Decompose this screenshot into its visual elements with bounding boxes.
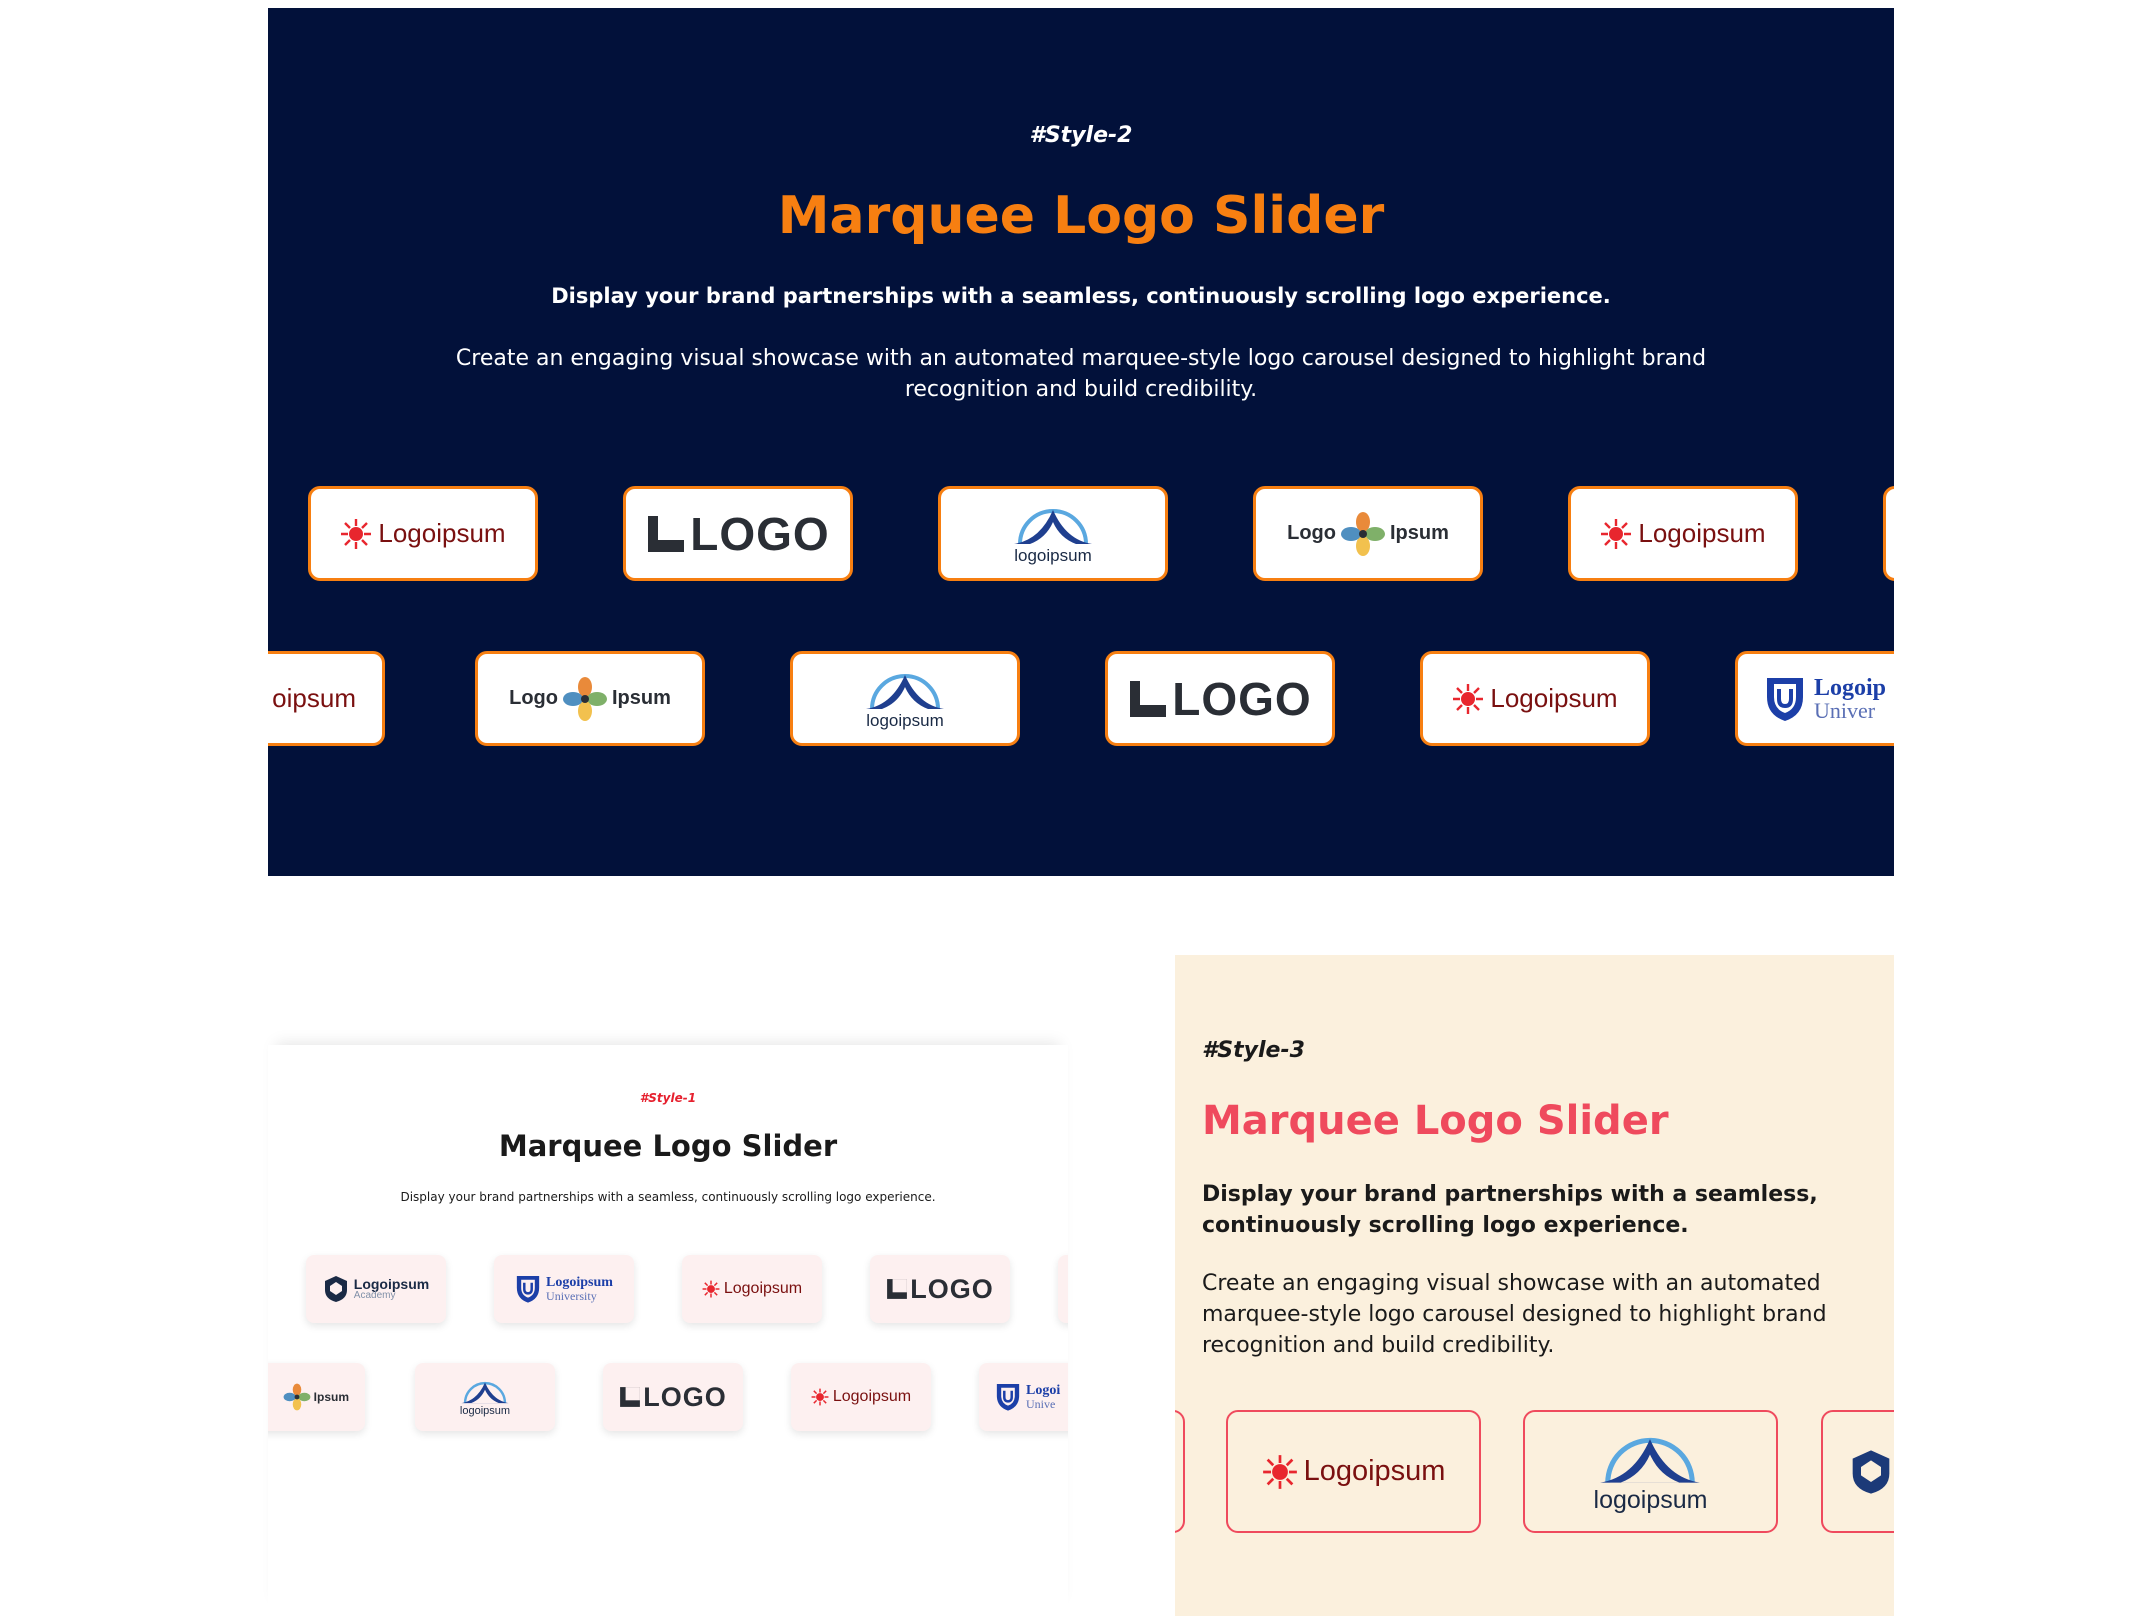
logo-text: Logoipsum bbox=[1638, 518, 1766, 548]
logo-text: Ipsum bbox=[1389, 522, 1449, 544]
sun-icon bbox=[1262, 1454, 1298, 1490]
logo-card[interactable] bbox=[623, 486, 853, 581]
section-title: Marquee Logo Slider bbox=[777, 186, 1385, 246]
logo-card[interactable] bbox=[1735, 651, 1894, 746]
wave-arch-icon bbox=[1010, 502, 1096, 546]
block-l-icon bbox=[619, 1386, 641, 1408]
section-description: Create an engaging visual showcase with an automated marquee-style logo carousel designed to highlight brand recognition and build credibility. bbox=[455, 346, 1707, 402]
wave-arch-icon bbox=[1595, 1428, 1705, 1486]
flower-icon bbox=[283, 1383, 311, 1411]
section-lead: Display your brand partnerships with a seamless, continuously scrolling logo experience. bbox=[1202, 1182, 1818, 1238]
logo-text: LOGO bbox=[910, 1273, 994, 1304]
logo-text: Ipsum bbox=[611, 687, 671, 709]
section-lead: Display your brand partnerships with a seamless, continuously scrolling logo experience. bbox=[400, 1190, 936, 1204]
style-2-panel bbox=[268, 8, 1894, 876]
logo-text: logoipsum bbox=[1593, 1486, 1708, 1514]
logo-text: Logoi bbox=[1026, 1383, 1061, 1398]
logo-text: Logo bbox=[1287, 522, 1336, 544]
logo-card[interactable] bbox=[1058, 1255, 1068, 1323]
logo-text: Logoipsum bbox=[378, 518, 506, 548]
section-title: Marquee Logo Slider bbox=[498, 1129, 838, 1163]
logo-text: Logoipsum bbox=[1490, 683, 1618, 713]
logo-card[interactable] bbox=[268, 651, 385, 746]
logo-text: logoipsum bbox=[459, 1405, 511, 1417]
logo-card[interactable] bbox=[979, 1363, 1068, 1431]
logo-subtext: Academy bbox=[353, 1290, 396, 1301]
block-l-icon bbox=[886, 1278, 908, 1300]
logo-card[interactable] bbox=[682, 1255, 822, 1323]
logo-card[interactable] bbox=[1420, 651, 1650, 746]
logo-text: Logoipsum bbox=[546, 1275, 613, 1290]
logo-card[interactable] bbox=[1253, 486, 1483, 581]
logo-card[interactable] bbox=[475, 651, 705, 746]
logo-text: Logoipsum bbox=[723, 1280, 803, 1297]
sun-icon bbox=[702, 1280, 720, 1298]
logo-subtext: University bbox=[546, 1289, 597, 1303]
shield-icon bbox=[995, 1382, 1021, 1412]
logo-text: Logoip bbox=[1814, 674, 1887, 701]
logo-card[interactable] bbox=[603, 1363, 743, 1431]
style-tag: #Style-1 bbox=[639, 1091, 697, 1105]
section-title: Marquee Logo Slider bbox=[1202, 1098, 1669, 1144]
logo-card[interactable] bbox=[938, 486, 1168, 581]
logo-card[interactable] bbox=[268, 1363, 365, 1431]
hex-shield-icon bbox=[1849, 1447, 1893, 1497]
logo-card[interactable] bbox=[1568, 486, 1798, 581]
logo-card[interactable] bbox=[308, 486, 538, 581]
logo-card[interactable] bbox=[306, 1255, 446, 1323]
style-1-panel bbox=[268, 1045, 1068, 1616]
section-description: Create an engaging visual showcase with an automated marquee-style logo carousel designed to highlight brand recognition and build credibility. bbox=[1202, 1271, 1827, 1358]
logo-card[interactable] bbox=[1883, 486, 1894, 581]
logo-text: logoipsum bbox=[866, 710, 944, 730]
logo-text: Logoipsum bbox=[1303, 1455, 1446, 1487]
logo-subtext: Unive bbox=[1026, 1397, 1056, 1411]
block-l-icon bbox=[646, 514, 686, 554]
shield-icon bbox=[1764, 675, 1806, 723]
logo-card[interactable] bbox=[790, 651, 1020, 746]
block-l-icon bbox=[1128, 679, 1168, 719]
flower-icon bbox=[562, 676, 608, 722]
logo-card[interactable] bbox=[1226, 1410, 1481, 1533]
style-tag: #Style-2 bbox=[1029, 123, 1133, 148]
logo-text: Logoipsum bbox=[832, 1388, 912, 1405]
sun-icon bbox=[340, 518, 372, 550]
logo-card[interactable] bbox=[791, 1363, 931, 1431]
logo-text: Logo bbox=[509, 687, 558, 709]
logo-card[interactable] bbox=[494, 1255, 634, 1323]
sun-icon bbox=[811, 1388, 829, 1406]
sun-icon bbox=[1452, 683, 1484, 715]
sun-icon bbox=[1600, 518, 1632, 550]
logo-text: Logoipsum bbox=[353, 1276, 430, 1292]
flower-icon bbox=[1340, 511, 1386, 557]
style-tag: #Style-3 bbox=[1202, 1038, 1305, 1063]
logo-text: logoipsum bbox=[1014, 545, 1092, 565]
logo-text: LOGO bbox=[643, 1381, 727, 1412]
logo-card[interactable] bbox=[1523, 1410, 1778, 1533]
logo-text: Ipsum bbox=[313, 1390, 349, 1404]
wave-arch-icon bbox=[459, 1377, 511, 1405]
section-lead: Display your brand partnerships with a seamless, continuously scrolling logo experience. bbox=[551, 284, 1611, 308]
logo-card[interactable] bbox=[1821, 1410, 1894, 1533]
logo-card[interactable] bbox=[1105, 651, 1335, 746]
logo-text: oipsum bbox=[272, 683, 356, 713]
logo-card[interactable] bbox=[870, 1255, 1010, 1323]
style-3-panel bbox=[1175, 955, 1894, 1616]
wave-arch-icon bbox=[862, 667, 948, 711]
logo-card[interactable] bbox=[415, 1363, 555, 1431]
logo-subtext: Univer bbox=[1814, 697, 1876, 723]
logo-text: LOGO bbox=[1172, 672, 1312, 725]
shield-icon bbox=[515, 1274, 541, 1304]
hex-shield-icon bbox=[323, 1274, 349, 1304]
logo-card[interactable] bbox=[1175, 1410, 1185, 1533]
logo-text: LOGO bbox=[690, 507, 830, 560]
